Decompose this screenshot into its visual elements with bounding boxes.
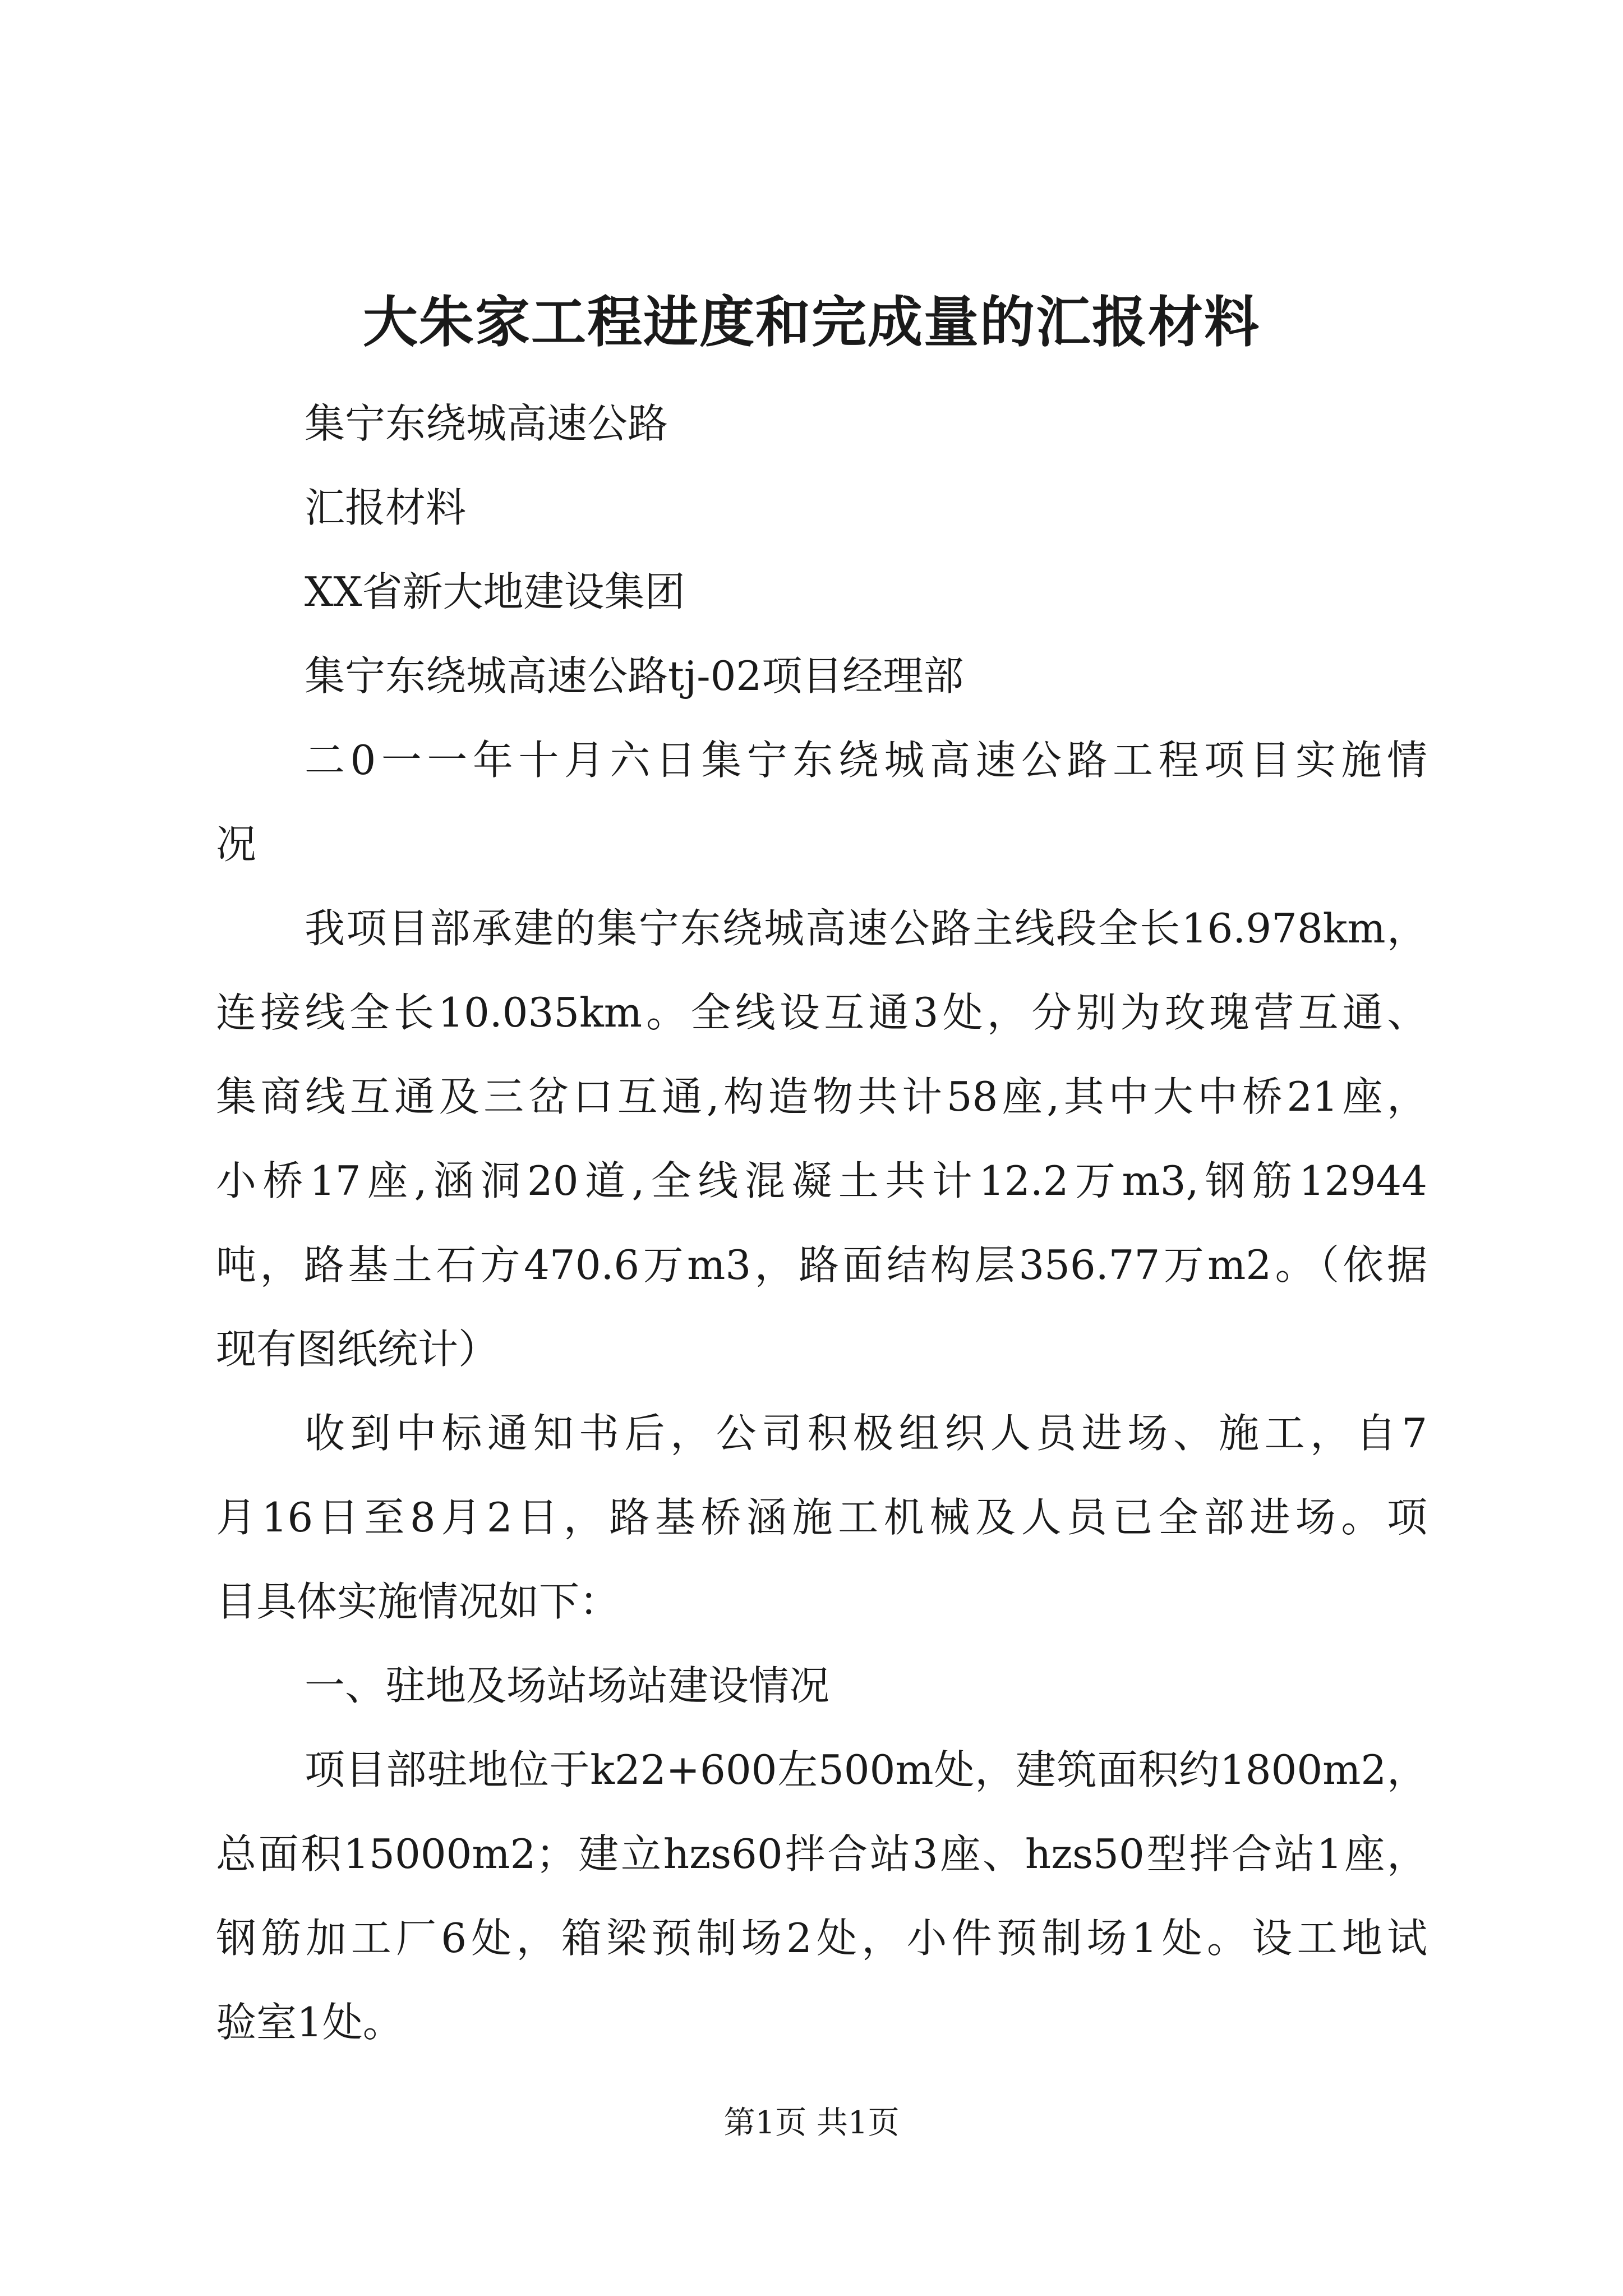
body-line: 二0一一年十月六日集宁东绕城高速公路工程项目实施情	[305, 737, 1427, 784]
body-line: 总面积15000m2；建立hzs60拌合站3座、hzs50型拌合站1座，	[216, 1830, 1427, 1878]
body-line: 况	[216, 821, 257, 868]
document-body	[216, 381, 1427, 2064]
body-line: 连接线全长10.035km。全线设互通3处，分别为玫瑰营互通、	[216, 989, 1427, 1036]
body-line: 一、驻地及场站场站建设情况	[305, 1662, 830, 1709]
document-title: 大朱家工程进度和完成量的汇报材料	[362, 290, 1260, 355]
body-line: XX省新大地建设集团	[305, 568, 685, 615]
body-line: 吨，路基土石方470.6万m3，路面结构层356.77万m2。（依据	[216, 1241, 1427, 1289]
body-line: 集宁东绕城高速公路tj-02项目经理部	[305, 652, 964, 700]
body-line: 集宁东绕城高速公路	[305, 400, 668, 447]
body-line: 目具体实施情况如下：	[216, 1578, 620, 1625]
body-line: 月16日至8月2日，路基桥涵施工机械及人员已全部进场。项	[216, 1494, 1427, 1541]
body-line: 小桥17座,涵洞20道,全线混凝土共计12.2万m3,钢筋12944	[216, 1157, 1427, 1204]
body-line: 钢筋加工厂6处，箱梁预制场2处，小件预制场1处。设工地试	[216, 1915, 1427, 1962]
body-line: 集商线互通及三岔口互通,构造物共计58座,其中大中桥21座，	[216, 1073, 1427, 1120]
body-line: 收到中标通知书后，公司积极组织人员进场、施工，自7	[305, 1410, 1427, 1457]
body-line: 我项目部承建的集宁东绕城高速公路主线段全长16.978km，	[305, 905, 1427, 952]
body-line: 汇报材料	[305, 484, 467, 531]
page-number-footer: 第1页 共1页	[723, 2105, 900, 2141]
body-line: 项目部驻地位于k22+600左500m处，建筑面积约1800m2，	[305, 1746, 1427, 1793]
body-line: 验室1处。	[216, 1999, 403, 2046]
body-line: 现有图纸统计）	[216, 1326, 499, 1373]
